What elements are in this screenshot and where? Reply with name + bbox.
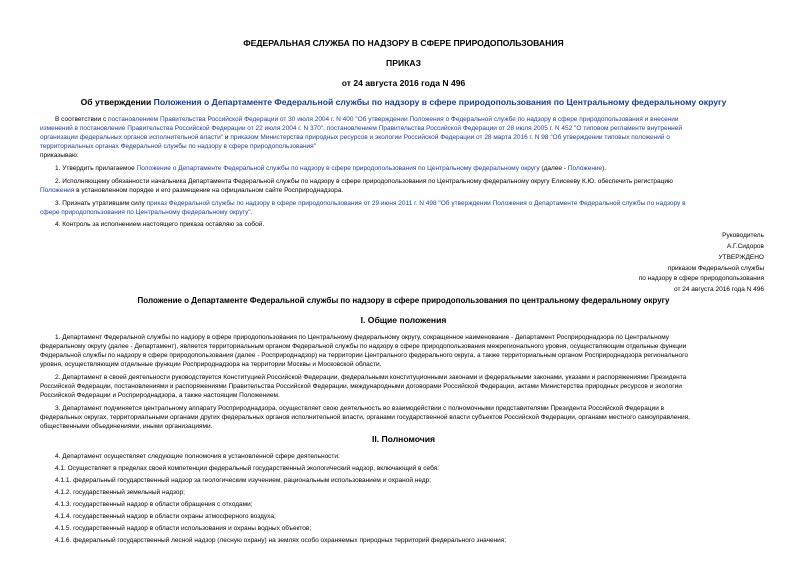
approval-stamp: УТВЕРЖДЕНО	[718, 254, 764, 261]
section-1-heading: I. Общие положения	[360, 315, 447, 325]
doc-title	[0, 97, 807, 107]
decree-452-link-cont[interactable]: организации федеральных органов исполнительной власти"	[40, 134, 224, 141]
para-2-line-1: 2. Департамент в своей деятельности руководствуется Конституцией Российской Федерации, федеральными конституционными законами и федеральными законами, указами и распоряжениями Президента	[55, 374, 687, 381]
signature-position: Руководитель	[722, 232, 764, 239]
para-3-line-2: федеральных округах, территориальными органами других федеральных органов исполнительной власти, органами государственной власти субъектов Российской Федерации, органами местного самоуправления,	[40, 414, 690, 421]
preamble-line-3	[40, 133, 670, 142]
regulation-link-2[interactable]: Положения	[40, 187, 75, 194]
preamble-line-1	[55, 115, 679, 124]
doc-title-link[interactable]: Положения о Департаменте Федеральной службы по надзору в сфере природопользования по Центральному федеральному округу	[153, 97, 727, 107]
item-1-text-3: ).	[602, 165, 607, 172]
approval-line-4: от 24 августа 2016 года N 496	[673, 286, 764, 293]
order-498-link[interactable]: приказ Федеральной службы по надзору в сфере природопользования от 29 июня 2011 г. N 498 "Об утверждении Положения о Департаменте Федеральной службы по надзору в	[146, 200, 686, 207]
decree-400-link[interactable]: постановлением Правительства Российской Федерации от 30 июля 2004 г. N 400 "Об утверждении Положения о Федеральной службе по надзору в сфере природопользования и внесении	[108, 116, 679, 123]
section-2-heading: II. Полномочия	[371, 434, 436, 444]
order-98-link-cont[interactable]: территориальных органах Федеральной службы по надзору в сфере природопользования"	[40, 143, 317, 150]
para-1-line-1: 1. Департамент Федеральной службы по надзору в сфере природопользования по Центральному федеральному округу, сокращенное наименование - Департамент Росприроднадзора по Центральному	[55, 334, 670, 341]
order-498-link-cont[interactable]: сфере природопользования по Центральному федеральному округу"	[40, 209, 251, 216]
regulation-link[interactable]: Положение о Департаменте Федеральной службы по надзору в сфере природопользования по Центральному федеральному округу	[136, 165, 540, 172]
item-1-text: 1. Утвердить прилагаемое	[55, 165, 137, 172]
doc-title-prefix: Об утверждении	[80, 97, 154, 107]
item-4: 4. Контроль за исполнением настоящего приказа оставляю за собой.	[55, 221, 265, 228]
item-2-line-1: 2. Исполняющему обязанности начальника Департамента Федеральной службы по надзору в сфере природопользования по Центральному федеральному округу Елисееву К.Ю. обеспечить регистрацию	[55, 178, 673, 185]
para-3-line-3: общественными объединениями, иными организациями.	[40, 423, 213, 430]
item-3-end: .	[250, 209, 253, 216]
approval-line-3: по надзору в сфере природопользования	[638, 275, 764, 282]
power-4-1-5: 4.1.5. государственный надзор в области использования и охраны водных объектов;	[55, 525, 312, 532]
doc-date: от 24 августа 2016 года N 496	[341, 78, 466, 88]
preamble-order: приказываю:	[40, 152, 79, 159]
regulation-short-link[interactable]: Положение	[567, 165, 603, 172]
signature-name: А.Г.Сидоров	[726, 243, 764, 250]
power-4-1-6: 4.1.6. федеральный государственный лесной надзор (лесную охрану) на землях особо охраняемых природных территорий федерального значения;	[55, 537, 507, 544]
power-4-1-3: 4.1.3. государственный надзор в области обращения с отходами;	[55, 501, 253, 508]
para-2-line-3: Российской Федерации и Росприроднадзора, а также настоящим Положением.	[40, 392, 280, 399]
item-3-line-2	[40, 208, 252, 217]
power-4: 4. Департамент осуществляет следующие полномочия в установленной сфере деятельности:	[55, 453, 340, 460]
org-name: ФЕДЕРАЛЬНАЯ СЛУЖБА ПО НАДЗОРУ В СФЕРЕ ПРИРОДОПОЛЬЗОВАНИЯ	[243, 38, 564, 48]
item-3-text: 3. Признать утратившим силу	[55, 200, 147, 207]
para-3-line-1: 3. Департамент подчиняется центральному аппарату Росприроднадзора, осуществляет свою деятельность во взаимодействии с полномочными представителями Президента Российской Федерации в	[55, 405, 665, 412]
regulation-title: Положение о Департаменте Федеральной службы по надзору в сфере природопользования по центральному федеральному округу	[137, 296, 670, 305]
para-1-line-2: федеральному округу (далее - Департамент), является территориальным органом Федеральной службы по надзору в сфере природопользования межрегионального уровня, осуществляющим отдельные функции	[40, 343, 687, 350]
power-4-1-1: 4.1.1. федеральный государственный надзор за геологическим изучением, рациональным использованием и охраной недр;	[55, 477, 432, 484]
item-1-text-2: (далее -	[539, 165, 568, 172]
item-1	[55, 164, 606, 173]
approval-line-2: приказом Федеральной службы	[667, 265, 764, 272]
order-98-link[interactable]: приказом Министерства природных ресурсов и экологии Российской Федерации от 28 марта 2016 г. N 98 "Об утверждении типовых положений о	[230, 134, 670, 141]
power-4-1: 4.1. Осуществляет в пределах своей компетенции федеральный государственный экологический надзор, включающий в себя:	[55, 465, 439, 472]
decree-370-452-link[interactable]: изменений в постановление Правительства Российской Федерации от 22 июля 2004 г. N 370", постановлением Правительства Российской Федерации от 28 июля 2005 г. N 452 "О типовом регламенте внутренней	[40, 125, 683, 132]
power-4-1-2: 4.1.2. государственный земельный надзор;	[55, 489, 185, 496]
preamble-text: В соответствии с	[55, 116, 109, 123]
item-2-line-2	[40, 186, 343, 195]
para-1-line-4: уровня, осуществляющим отдельные функции Росприроднадзора на территории Москвы и Московской области.	[40, 361, 382, 368]
power-4-1-4: 4.1.4. государственный надзор в области охраны атмосферного воздуха;	[55, 513, 276, 520]
para-2-line-2: Российской Федерации, постановлениями и распоряжениями Правительства Российской Федерации, международными договорами Российской Федерации, актами Министерства природных ресурсов и экологии	[40, 383, 682, 390]
doc-type: ПРИКАЗ	[386, 58, 421, 68]
para-1-line-3: Федеральной службы по надзору в сфере природопользования (далее - Росприроднадзор) на территории Центрального федерального округа, а также территориальным органом Росприроднадзора регионального	[40, 352, 688, 359]
item-3-line-1	[55, 199, 686, 208]
item-2-text: в установленном порядке и его размещение на официальном сайте Росприроднадзора.	[74, 187, 344, 194]
preamble-and: и	[223, 134, 231, 141]
